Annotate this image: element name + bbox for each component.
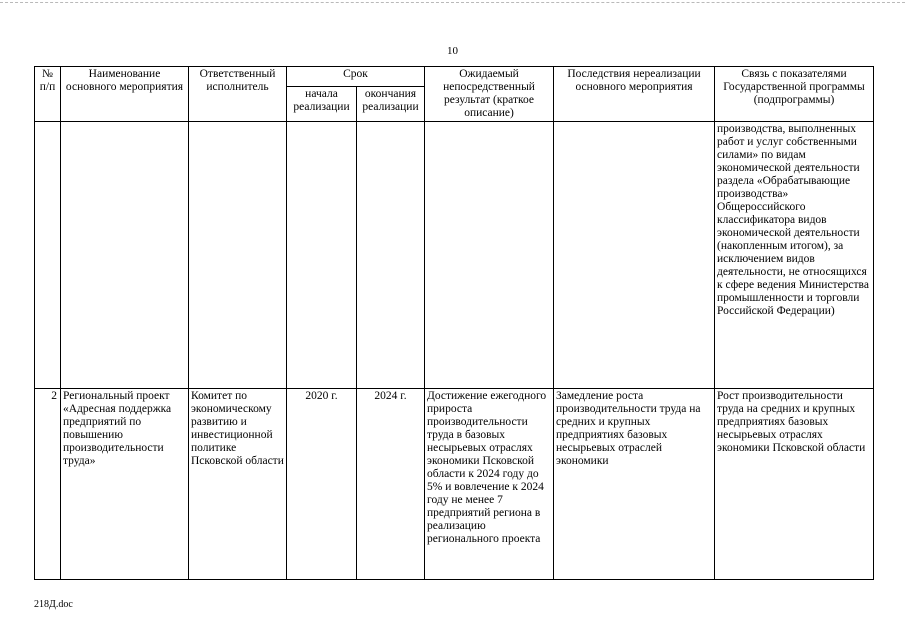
cell-start: 2020 г. <box>287 389 357 580</box>
cell-link: Рост производительности труда на средних и крупных предприятиях базовых несырьевых отраслях экономики Псковской области <box>715 389 874 580</box>
header-executor: Ответственный исполнитель <box>189 67 287 122</box>
program-activities-table <box>34 66 874 580</box>
cell-num: 2 <box>35 389 61 580</box>
cell-end <box>357 122 425 389</box>
header-link: Связь с показателями Государственной программы (подпрограммы) <box>715 67 874 122</box>
header-num: № п/п <box>35 67 61 122</box>
header-start: начала реализации <box>287 86 357 121</box>
cell-end: 2024 г. <box>357 389 425 580</box>
header-name: Наименование основного мероприятия <box>61 67 189 122</box>
header-expected: Ожидаемый непосредственный результат (краткое описание) <box>425 67 554 122</box>
cell-name <box>61 122 189 389</box>
page-number: 10 <box>447 45 458 57</box>
cell-name: Региональный проект «Адресная поддержка предприятий по повышению производительности труда» <box>61 389 189 580</box>
cell-consequences: Замедление роста производительности труда на средних и крупных предприятиях базовых несырьевых отраслей экономики <box>554 389 715 580</box>
table-row <box>35 122 874 389</box>
cell-expected: Достижение ежегодного прироста производительности труда в базовых несырьевых отраслях экономики Псковской области к 2024 году до 5% и вовлечение к 2024 году не менее 7 предприятий региона в реализацию регионального проекта <box>425 389 554 580</box>
cell-num <box>35 122 61 389</box>
cell-executor <box>189 122 287 389</box>
cell-start <box>287 122 357 389</box>
cell-expected <box>425 122 554 389</box>
header-term: Срок <box>287 67 425 87</box>
header-consequences: Последствия нереализации основного мероприятия <box>554 67 715 122</box>
table-row <box>35 389 874 580</box>
document-filename: 218Д.doc <box>34 599 73 610</box>
header-end: окончания реализации <box>357 86 425 121</box>
cell-executor: Комитет по экономическому развитию и инвестиционной политике Псковской области <box>189 389 287 580</box>
cell-link: производства, выполненных работ и услуг собственными силами» по видам экономической деятельности раздела «Обрабатывающие производства» Общероссийского классификатора видов экономической деятельности (накопленным итогом), за исключением видов деятельности, не относящихся к сфере ведения Министерства промышленности и торговли Российской Федерации) <box>715 122 874 389</box>
cell-consequences <box>554 122 715 389</box>
header-row <box>35 67 874 87</box>
scan-top-edge <box>0 2 905 3</box>
